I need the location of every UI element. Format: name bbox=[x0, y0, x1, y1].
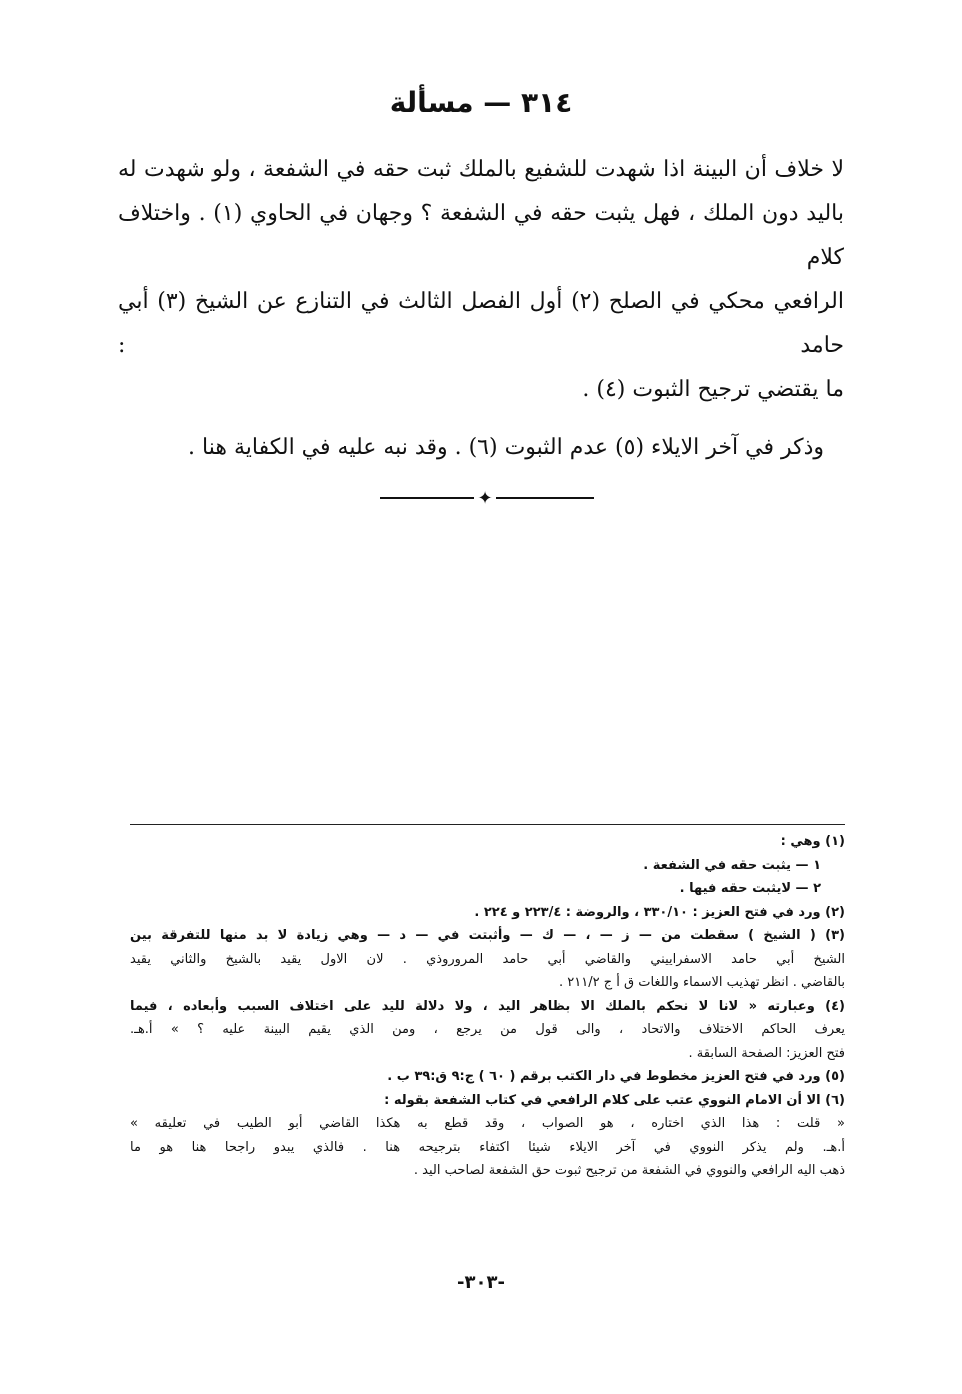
text-line: لا خلاف أن البينة اذا شهدت للشفيع بالملك ثبت حقه في الشفعة ، ولو شهدت له bbox=[118, 157, 844, 182]
footnote-separator bbox=[130, 824, 845, 825]
paragraph-2: وذكر في آخر الايلاء (٥) عدم الثبوت (٦) . وقد نبه عليه في الكفاية هنا . bbox=[188, 435, 824, 460]
issue-heading: ٣١٤ — مسألة bbox=[389, 86, 573, 119]
footnote-line: ذهب اليه الرافعي والنووي في الشفعة من ترجيح ثبوت حق الشفعة لصاحب اليد . bbox=[413, 1163, 845, 1178]
footnote-line: ١ — يثبت حقه في الشفعة . bbox=[643, 857, 821, 873]
footnote-line: (١) وهي : bbox=[780, 834, 845, 849]
main-text bbox=[118, 148, 844, 470]
footnote-line: فتح العزيز: الصفحة السابقة . bbox=[688, 1045, 845, 1061]
footnote-line: (٤) وعبارته « لانا لا نحكم بالملك الا بظاهر اليد ، ولا دلالة لليد على اختلاف السبب وأبعاده ، فيما bbox=[130, 998, 845, 1014]
text-line: باليد دون الملك ، فهل يثبت حقه في الشفعة ؟ وجهان في الحاوي (١) . واختلاف كلام bbox=[118, 201, 844, 270]
footnote-line: (٢) ورد في فتح العزيز : ٣٣٠/١٠ ، والروضة : ٢٢٣/٤ و ٢٢٤ . bbox=[474, 904, 845, 920]
footnote-line: يعرف الحاكم الاختلاف والاتحاد ، والى قول من يرجع ، ومن الذي يقيم البينة عليه ؟ » أ.هـ. bbox=[130, 1022, 845, 1037]
section-divider-ornament bbox=[380, 486, 594, 506]
footnote-line: بالقاضي . انظر تهذيب الاسماء واللغات ق أ ج ٢١١/٢ . bbox=[559, 975, 845, 990]
footnote-line: (٦) الا أن الامام النووي عتب على كلام الرافعي في كتاب الشفعة بقوله : bbox=[384, 1092, 845, 1108]
text-line: ما يقتضي ترجيح الثبوت (٤) . bbox=[582, 377, 844, 402]
footnote-line: (٥) ورد في فتح العزيز مخطوط في دار الكتب برقم ( ٦٠ ) ج:٩ ق:٣٩ ب . bbox=[387, 1069, 845, 1084]
paragraph-1 bbox=[118, 148, 844, 412]
footnote-line: « قلت : هذا الذي اختاره ، هو الصواب ، وقد قطع به هكذا القاضي أبو الطيب في تعليقه » bbox=[130, 1116, 845, 1131]
footnotes bbox=[130, 830, 845, 1183]
footnote-line: الشيخ أبي حامد الاسفراييني والقاضي أبي حامد المروروذي . لان الاول يقيد بالشيخ والثاني يقيد bbox=[130, 951, 845, 967]
footnote-line: ٢ — لايثبت حقه فيها . bbox=[679, 881, 821, 896]
footnote-line: أ.هـ. ولم يذكر النووي في آخر الايلاء شيئا اكتفاء بترجيحه هنا . فالذي يبدو راجحا هنا هو ما bbox=[130, 1139, 845, 1155]
footnote-line: (٣) ( الشيخ ) سقطت من — ز — ، — ك — وأثبتت في — د — وهي زيادة لا بد منها للتفرقة بين bbox=[130, 928, 845, 943]
page-number: -٣٠٣- bbox=[457, 1272, 505, 1293]
text-line: الرافعي محكي في الصلح (٢) أول الفصل الثالث في التنازع عن الشيخ (٣) أبي حامد : bbox=[118, 289, 844, 358]
star-icon: ✦ bbox=[477, 488, 493, 506]
